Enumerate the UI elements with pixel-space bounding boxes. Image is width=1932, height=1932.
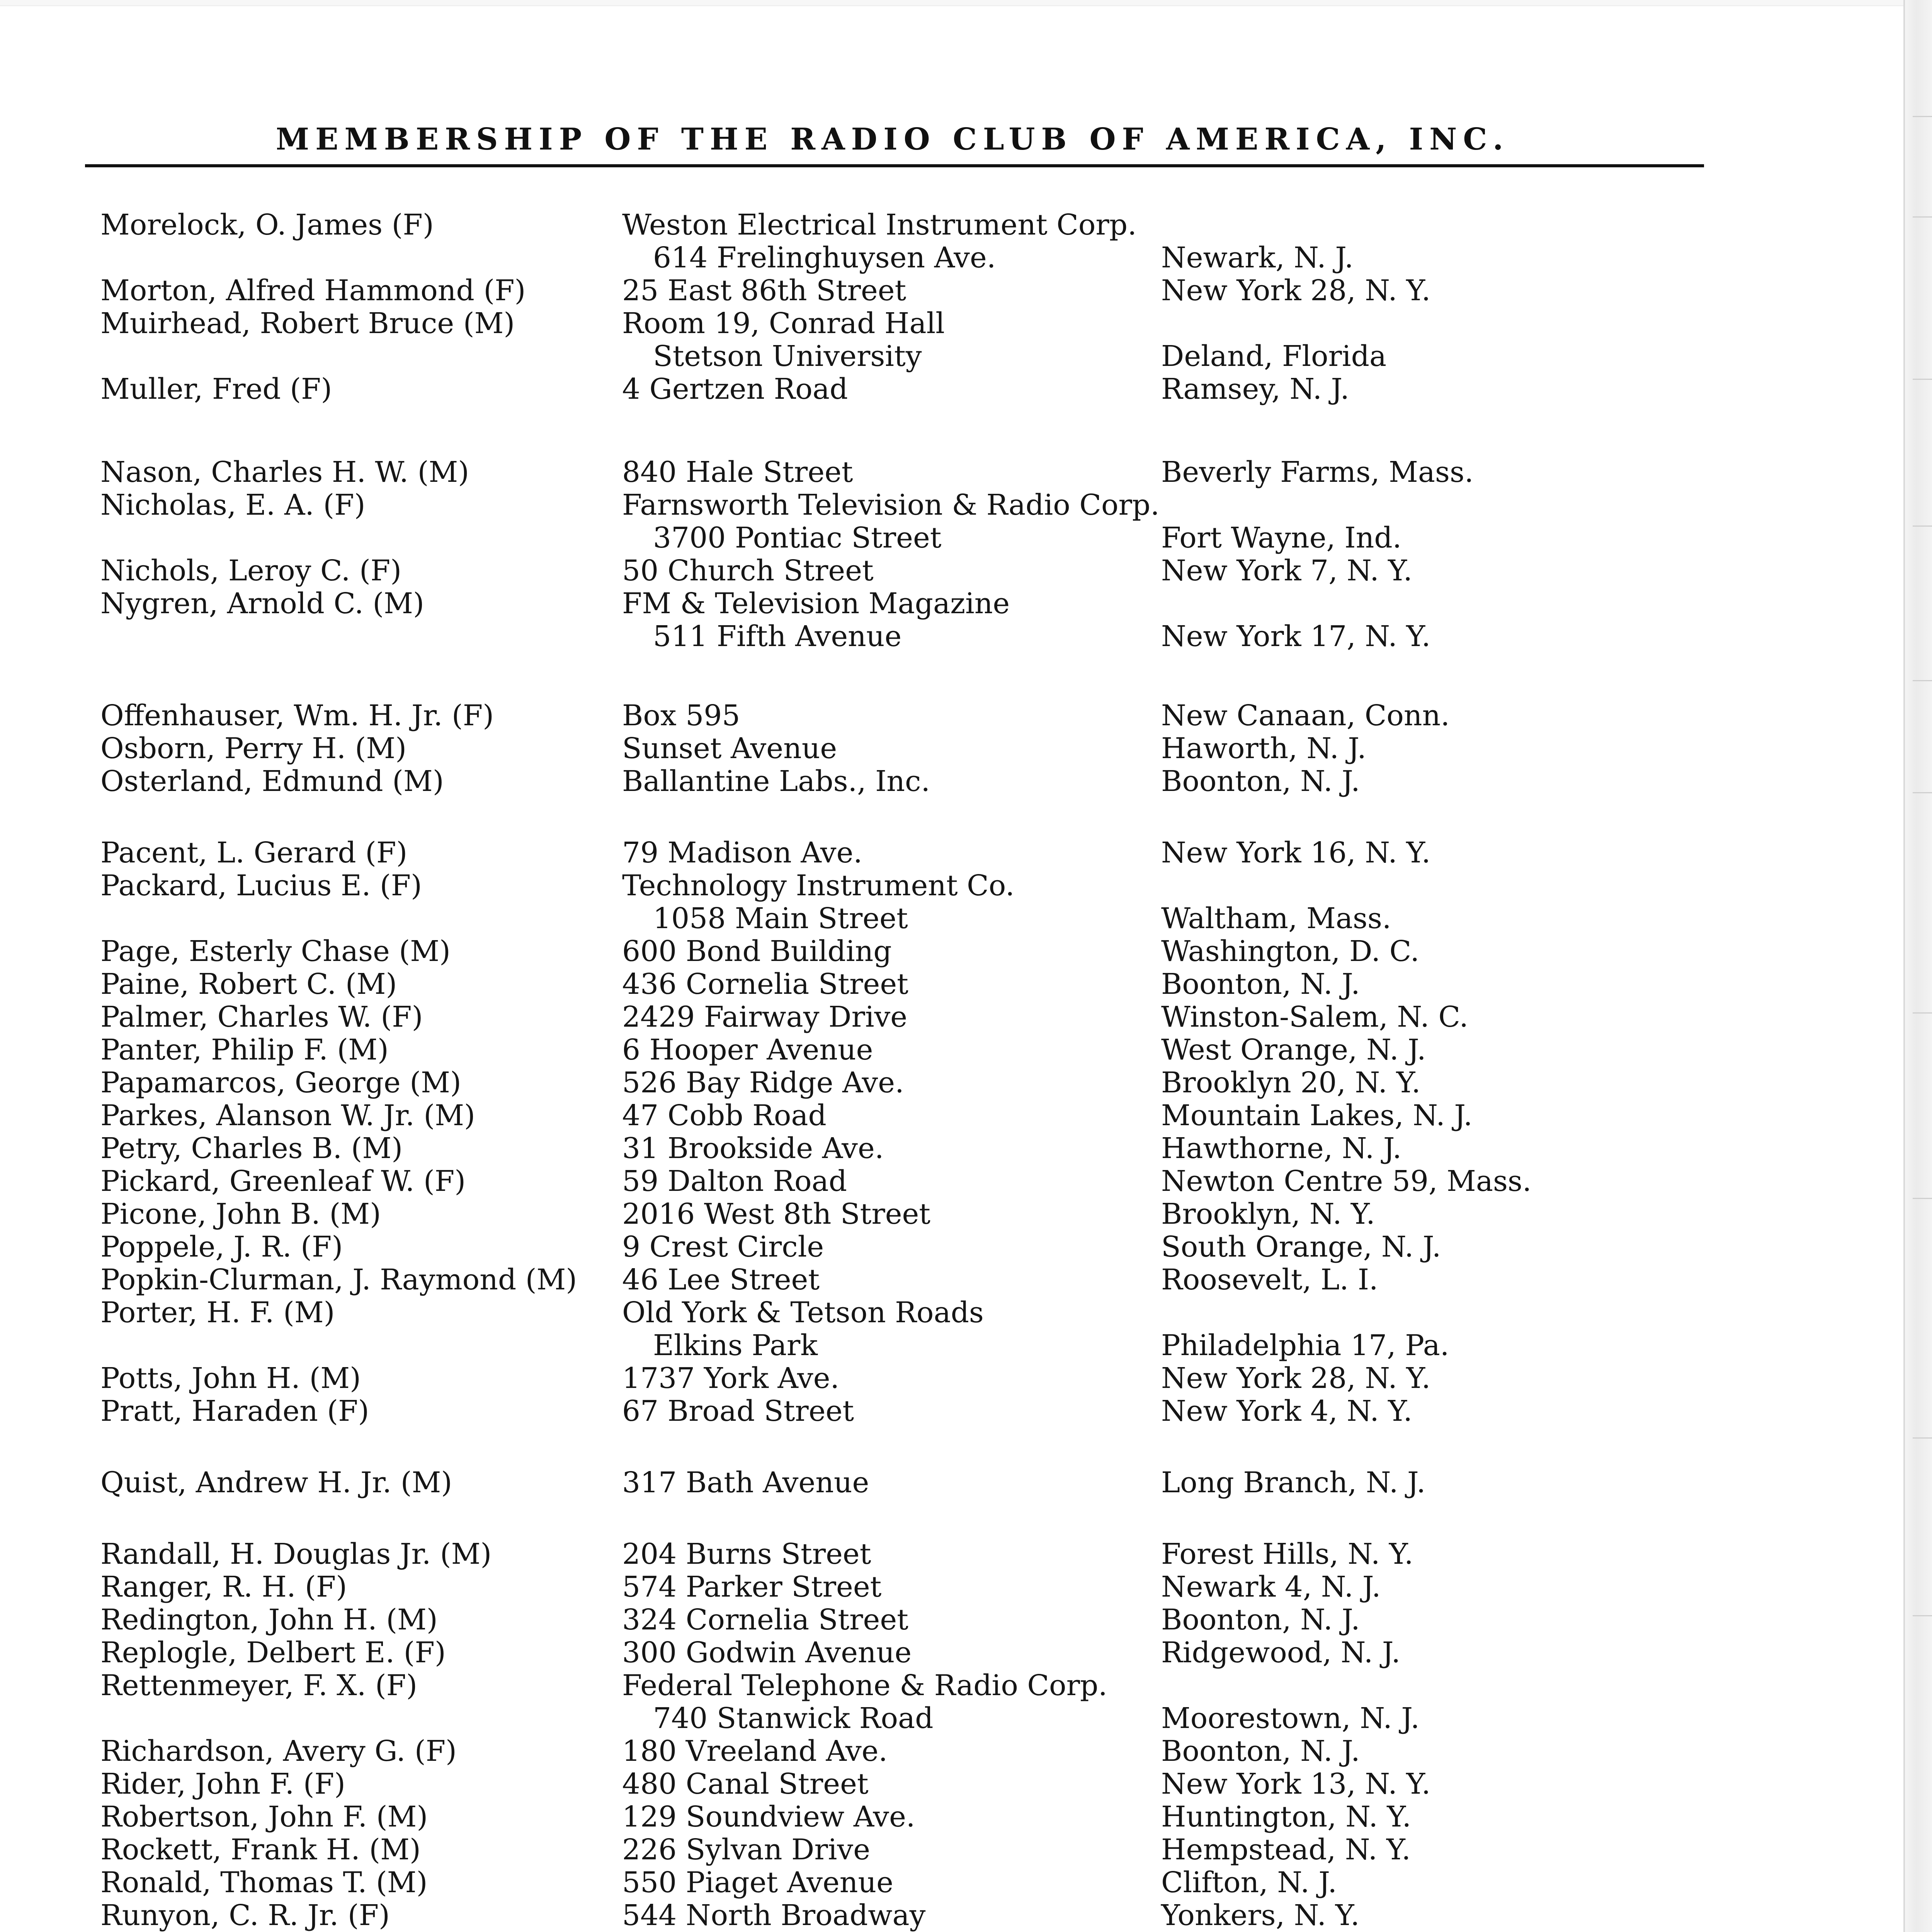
- member-city: New York 7, N. Y.: [1161, 554, 1413, 587]
- member-row: [0, 620, 1932, 653]
- member-row: [0, 968, 1932, 1001]
- member-address: 526 Bay Ridge Ave.: [622, 1066, 904, 1099]
- member-row: [0, 1001, 1932, 1034]
- member-city: Winston-Salem, N. C.: [1161, 1000, 1469, 1034]
- member-city: Ridgewood, N. J.: [1161, 1636, 1401, 1669]
- member-row: [0, 935, 1932, 968]
- member-address: 79 Madison Ave.: [622, 836, 862, 869]
- member-name: Osterland, Edmund (M): [100, 765, 444, 798]
- member-city: Fort Wayne, Ind.: [1161, 521, 1402, 554]
- member-row: [0, 1866, 1932, 1899]
- member-address: 4 Gertzen Road: [622, 372, 848, 406]
- member-row: [0, 209, 1932, 242]
- member-city: Forest Hills, N. Y.: [1161, 1537, 1413, 1571]
- member-address: Ballantine Labs., Inc.: [622, 765, 930, 798]
- member-address: Technology Instrument Co.: [622, 869, 1015, 902]
- member-address: 614 Frelinghuysen Ave.: [653, 241, 996, 274]
- member-city: Philadelphia 17, Pa.: [1161, 1329, 1449, 1362]
- member-row: [0, 1702, 1932, 1735]
- member-city: West Orange, N. J.: [1161, 1033, 1426, 1066]
- member-row: [0, 587, 1932, 620]
- member-name: Replogle, Delbert E. (F): [100, 1636, 446, 1669]
- member-name: Nicholas, E. A. (F): [100, 488, 366, 522]
- member-city: Ramsey, N. J.: [1161, 372, 1349, 406]
- member-name: Pratt, Haraden (F): [100, 1395, 369, 1428]
- member-name: Packard, Lucius E. (F): [100, 869, 422, 902]
- member-name: Papamarcos, George (M): [100, 1066, 461, 1099]
- member-address: 50 Church Street: [622, 554, 874, 587]
- member-address: 59 Dalton Road: [622, 1165, 847, 1198]
- member-name: Randall, H. Douglas Jr. (M): [100, 1537, 492, 1571]
- member-name: Redington, John H. (M): [100, 1603, 438, 1636]
- member-row: [0, 902, 1932, 935]
- member-row: [0, 1198, 1932, 1231]
- member-address: 544 North Broadway: [622, 1899, 926, 1932]
- header-rule: [85, 164, 1704, 167]
- member-city: Roosevelt, L. I.: [1161, 1263, 1378, 1296]
- member-name: Panter, Philip F. (M): [100, 1033, 389, 1066]
- member-address: 317 Bath Avenue: [622, 1466, 869, 1499]
- member-name: Muller, Fred (F): [100, 372, 332, 406]
- member-row: [0, 274, 1932, 307]
- member-name: Porter, H. F. (M): [100, 1296, 335, 1329]
- member-name: Petry, Charles B. (M): [100, 1132, 403, 1165]
- member-city: Newark 4, N. J.: [1161, 1570, 1381, 1604]
- member-address: 1737 York Ave.: [622, 1362, 840, 1395]
- member-row: [0, 1571, 1932, 1604]
- member-row: [0, 1034, 1932, 1066]
- member-address: 324 Cornelia Street: [622, 1603, 908, 1636]
- member-address: 226 Sylvan Drive: [622, 1833, 871, 1866]
- member-address: 480 Canal Street: [622, 1767, 869, 1801]
- member-row: [0, 1466, 1932, 1499]
- member-row: [0, 1099, 1932, 1132]
- member-city: New York 17, N. Y.: [1161, 620, 1431, 653]
- member-address: Federal Telephone & Radio Corp.: [622, 1669, 1107, 1702]
- member-address: 600 Bond Building: [622, 935, 892, 968]
- member-address: 204 Burns Street: [622, 1537, 871, 1571]
- member-row: [0, 242, 1932, 274]
- member-row: [0, 1264, 1932, 1296]
- member-address: 6 Hooper Avenue: [622, 1033, 873, 1066]
- member-city: New York 16, N. Y.: [1161, 836, 1431, 869]
- member-city: Clifton, N. J.: [1161, 1866, 1337, 1899]
- member-address: 550 Piaget Avenue: [622, 1866, 893, 1899]
- member-city: Newark, N. J.: [1161, 241, 1354, 274]
- member-name: Muirhead, Robert Bruce (M): [100, 307, 515, 340]
- member-row: [0, 456, 1932, 489]
- member-name: Page, Esterly Chase (M): [100, 935, 451, 968]
- member-city: New York 4, N. Y.: [1161, 1395, 1413, 1428]
- member-address: 2016 West 8th Street: [622, 1197, 931, 1231]
- member-address: 840 Hale Street: [622, 456, 853, 489]
- member-city: Yonkers, N. Y.: [1161, 1899, 1360, 1932]
- member-name: Ronald, Thomas T. (M): [100, 1866, 428, 1899]
- member-name: Offenhauser, Wm. H. Jr. (F): [100, 699, 494, 732]
- member-city: Moorestown, N. J.: [1161, 1702, 1420, 1735]
- member-address: Old York & Tetson Roads: [622, 1296, 984, 1329]
- member-name: Nichols, Leroy C. (F): [100, 554, 402, 587]
- member-city: Waltham, Mass.: [1161, 902, 1391, 935]
- member-name: Parkes, Alanson W. Jr. (M): [100, 1099, 475, 1132]
- member-address: 9 Crest Circle: [622, 1230, 824, 1264]
- member-city: Haworth, N. J.: [1161, 732, 1366, 765]
- member-row: [0, 489, 1932, 522]
- member-name: Runyon, C. R. Jr. (F): [100, 1899, 390, 1932]
- member-city: New York 28, N. Y.: [1161, 274, 1431, 307]
- member-address: Sunset Avenue: [622, 732, 837, 765]
- member-city: Mountain Lakes, N. J.: [1161, 1099, 1473, 1132]
- member-address: 436 Cornelia Street: [622, 968, 908, 1001]
- member-row: [0, 340, 1932, 373]
- member-address: 46 Lee Street: [622, 1263, 820, 1296]
- member-row: [0, 765, 1932, 798]
- member-row: [0, 307, 1932, 340]
- member-name: Palmer, Charles W. (F): [100, 1000, 423, 1034]
- member-address: 740 Stanwick Road: [653, 1702, 934, 1735]
- member-row: [0, 1604, 1932, 1636]
- member-address: 31 Brookside Ave.: [622, 1132, 884, 1165]
- member-city: Beverly Farms, Mass.: [1161, 456, 1474, 489]
- member-address: 300 Godwin Avenue: [622, 1636, 912, 1669]
- member-city: Long Branch, N. J.: [1161, 1466, 1426, 1499]
- member-address: FM & Television Magazine: [622, 587, 1010, 620]
- member-name: Popkin-Clurman, J. Raymond (M): [100, 1263, 577, 1296]
- member-row: [0, 837, 1932, 869]
- member-name: Rockett, Frank H. (M): [100, 1833, 421, 1866]
- member-row: [0, 1833, 1932, 1866]
- member-name: Nygren, Arnold C. (M): [100, 587, 424, 620]
- member-address: Elkins Park: [653, 1329, 818, 1362]
- member-city: Hawthorne, N. J.: [1161, 1132, 1402, 1165]
- member-city: Deland, Florida: [1161, 340, 1387, 373]
- member-city: New York 28, N. Y.: [1161, 1362, 1431, 1395]
- member-name: Paine, Robert C. (M): [100, 968, 397, 1001]
- member-city: New York 13, N. Y.: [1161, 1767, 1431, 1801]
- member-row: [0, 1735, 1932, 1768]
- member-row: [0, 373, 1932, 406]
- member-name: Pickard, Greenleaf W. (F): [100, 1165, 466, 1198]
- member-row: [0, 1362, 1932, 1395]
- member-row: [0, 554, 1932, 587]
- member-address: 511 Fifth Avenue: [653, 620, 902, 653]
- scan-edge-top: [0, 0, 1932, 6]
- member-row: [0, 869, 1932, 902]
- member-address: 25 East 86th Street: [622, 274, 906, 307]
- member-city: Hempstead, N. Y.: [1161, 1833, 1411, 1866]
- member-address: 1058 Main Street: [653, 902, 908, 935]
- member-address: 180 Vreeland Ave.: [622, 1735, 888, 1768]
- member-address: 2429 Fairway Drive: [622, 1000, 908, 1034]
- member-row: [0, 1538, 1932, 1571]
- member-name: Poppele, J. R. (F): [100, 1230, 343, 1264]
- member-name: Potts, John H. (M): [100, 1362, 361, 1395]
- member-name: Ranger, R. H. (F): [100, 1570, 347, 1604]
- member-city: Boonton, N. J.: [1161, 1735, 1360, 1768]
- member-city: Huntington, N. Y.: [1161, 1800, 1412, 1833]
- member-name: Richardson, Avery G. (F): [100, 1735, 457, 1768]
- member-row: [0, 1636, 1932, 1669]
- member-name: Osborn, Perry H. (M): [100, 732, 407, 765]
- member-address: Box 595: [622, 699, 740, 732]
- member-city: Boonton, N. J.: [1161, 765, 1360, 798]
- member-row: [0, 1801, 1932, 1833]
- member-address: 3700 Pontiac Street: [653, 521, 942, 554]
- member-row: [0, 1165, 1932, 1198]
- member-row: [0, 1395, 1932, 1428]
- member-city: Newton Centre 59, Mass.: [1161, 1165, 1532, 1198]
- member-address: 47 Cobb Road: [622, 1099, 827, 1132]
- member-city: Brooklyn, N. Y.: [1161, 1197, 1375, 1231]
- member-name: Morelock, O. James (F): [100, 208, 434, 242]
- member-row: [0, 1296, 1932, 1329]
- member-row: [0, 1066, 1932, 1099]
- member-address: 129 Soundview Ave.: [622, 1800, 915, 1833]
- member-city: New Canaan, Conn.: [1161, 699, 1450, 732]
- member-row: [0, 1231, 1932, 1264]
- member-name: Rettenmeyer, F. X. (F): [100, 1669, 417, 1702]
- member-name: Nason, Charles H. W. (M): [100, 456, 469, 489]
- member-name: Morton, Alfred Hammond (F): [100, 274, 526, 307]
- member-city: Boonton, N. J.: [1161, 1603, 1360, 1636]
- member-address: Farnsworth Television & Radio Corp.: [622, 488, 1160, 522]
- member-name: Rider, John F. (F): [100, 1767, 345, 1801]
- member-row: [0, 732, 1932, 765]
- member-address: Room 19, Conrad Hall: [622, 307, 945, 340]
- page-header: MEMBERSHIP OF THE RADIO CLUB OF AMERICA, INC.: [276, 122, 1510, 157]
- member-city: Brooklyn 20, N. Y.: [1161, 1066, 1421, 1099]
- member-address: Weston Electrical Instrument Corp.: [622, 208, 1137, 242]
- member-row: [0, 1669, 1932, 1702]
- member-row: [0, 1768, 1932, 1801]
- member-city: Washington, D. C.: [1161, 935, 1420, 968]
- member-address: Stetson University: [653, 340, 922, 373]
- member-row: [0, 1132, 1932, 1165]
- member-city: Boonton, N. J.: [1161, 968, 1360, 1001]
- member-name: Pacent, L. Gerard (F): [100, 836, 408, 869]
- member-city: South Orange, N. J.: [1161, 1230, 1441, 1264]
- member-address: 67 Broad Street: [622, 1395, 854, 1428]
- member-row: [0, 1329, 1932, 1362]
- member-row: [0, 699, 1932, 732]
- member-address: 574 Parker Street: [622, 1570, 882, 1604]
- member-name: Robertson, John F. (M): [100, 1800, 428, 1833]
- member-name: Quist, Andrew H. Jr. (M): [100, 1466, 452, 1499]
- member-name: Picone, John B. (M): [100, 1197, 381, 1231]
- member-row: [0, 1899, 1932, 1932]
- member-row: [0, 522, 1932, 554]
